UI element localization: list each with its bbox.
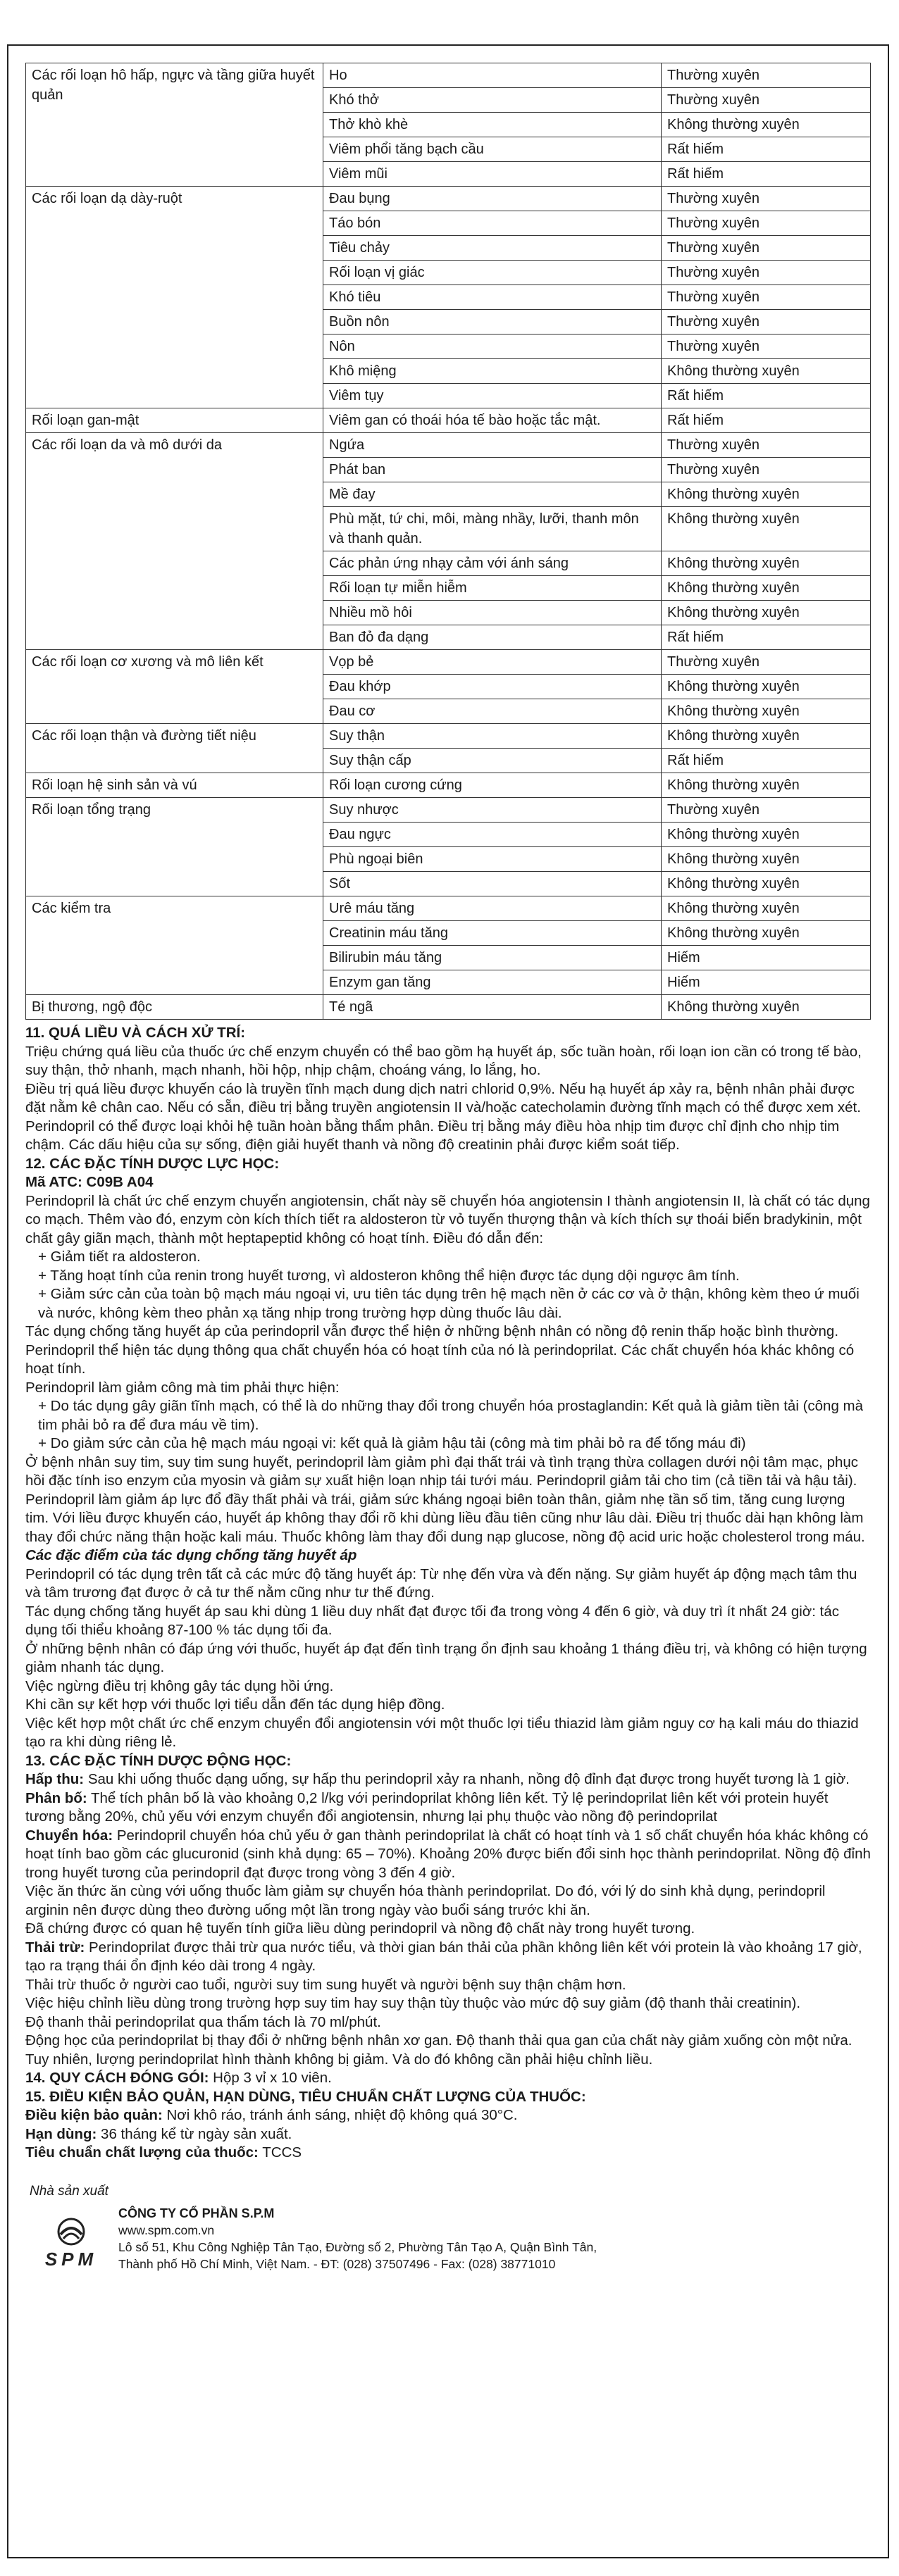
side-effect-row — [26, 798, 871, 823]
side-effect-cell: Tiêu chảy — [323, 236, 662, 261]
side-effect-cell: Phù ngoại biên — [323, 847, 662, 872]
side-effect-row — [26, 433, 871, 458]
bullet-item: + Do tác dụng gây giãn tĩnh mạch, có thể là do những thay đổi trong chuyển hóa prostaglandin: Kết quả là giảm tiền tải (công mà tim phải bỏ ra để đưa máu về tim). — [38, 1398, 864, 1433]
frequency-cell: Thường xuyên — [662, 261, 871, 285]
frequency-cell: Không thường xuyên — [662, 921, 871, 946]
organ-category-cell: Các kiểm tra — [26, 896, 323, 995]
paragraph-text: Nơi khô ráo, tránh ánh sáng, nhiệt độ không quá 30°C. — [162, 2107, 518, 2123]
side-effect-row — [26, 995, 871, 1020]
frequency-cell: Không thường xuyên — [662, 359, 871, 384]
frequency-cell: Thường xuyên — [662, 187, 871, 211]
side-effect-cell: Rối loạn vị giác — [323, 261, 662, 285]
paragraph: Thải trừ thuốc ở người cao tuổi, người suy tim sung huyết và người bệnh suy thận chậm hơn. — [25, 1976, 626, 1993]
spm-logo-text: SPM — [44, 2248, 98, 2270]
frequency-cell: Không thường xuyên — [662, 507, 871, 551]
paragraph-text: Perindopril chuyển hóa chủ yếu ở gan thành perindoprilat là chất có hoạt tính và 1 số chất chuyển hóa khác không có hoạt tính bao gồm các glucuronid (sinh khả dụng: 65 – 70%). Khoảng 20% được biến đổi sinh học thành perindoprilat. Nồng độ đỉnh trong huyết tương của perindopril đạt được trong vòng 3 đến 4 giờ. — [25, 1827, 871, 1881]
side-effect-row — [26, 724, 871, 749]
bullet-item: + Giảm tiết ra aldosteron. — [38, 1249, 201, 1265]
frequency-cell: Thường xuyên — [662, 285, 871, 310]
frequency-cell: Thường xuyên — [662, 310, 871, 334]
paragraph-label: 14. QUY CÁCH ĐÓNG GÓI: — [25, 2070, 209, 2086]
frequency-cell: Thường xuyên — [662, 236, 871, 261]
paragraph: Triệu chứng quá liều của thuốc ức chế enzym chuyển có thể bao gồm hạ huyết áp, sốc tuần hoàn, rối loạn ion cần có trong tế bào, suy thận, thở nhanh, mạch nhanh, hồi hộp, nhịp chậm, choáng váng, lo lắng, ho. — [25, 1043, 862, 1078]
side-effect-cell: Viêm gan có thoái hóa tế bào hoặc tắc mật. — [323, 408, 662, 433]
paragraph-label: Thải trừ: — [25, 1939, 85, 1956]
side-effect-row — [26, 187, 871, 211]
side-effect-cell: Buồn nôn — [323, 310, 662, 334]
side-effect-cell: Urê máu tăng — [323, 896, 662, 921]
side-effect-cell: Táo bón — [323, 211, 662, 236]
labeled-paragraph — [25, 1939, 871, 1976]
side-effect-cell: Phát ban — [323, 458, 662, 482]
side-effect-cell: Suy thận cấp — [323, 749, 662, 773]
side-effect-cell: Ho — [323, 63, 662, 88]
side-effect-cell: Khô miệng — [323, 359, 662, 384]
paragraph: Độ thanh thải perindoprilat qua thẩm tách là 70 ml/phút. — [25, 2013, 381, 2030]
paragraph-label: Chuyển hóa: — [25, 1827, 113, 1844]
side-effect-cell: Phù mặt, tứ chi, môi, màng nhầy, lưỡi, thanh môn và thanh quản. — [323, 507, 662, 551]
side-effect-cell: Viêm mũi — [323, 162, 662, 187]
side-effect-cell: Vọp bẻ — [323, 650, 662, 675]
section-heading: 15. ĐIỀU KIỆN BẢO QUẢN, HẠN DÙNG, TIÊU CHUẨN CHẤT LƯỢNG CỦA THUỐC: — [25, 2088, 586, 2105]
manufacturer-details — [118, 2205, 597, 2272]
manufacturer-address-line1: Lô số 51, Khu Công Nghiệp Tân Tạo, Đường số 2, Phường Tân Tạo A, Quận Bình Tân, — [118, 2239, 597, 2254]
frequency-cell: Không thường xuyên — [662, 551, 871, 576]
section-heading — [25, 2069, 871, 2088]
paragraph: Ở những bệnh nhân có đáp ứng với thuốc, huyết áp đạt đến tình trạng ổn định sau khoảng 1 tháng điều trị, và không có hiện tượng giảm nhanh tác dụng. — [25, 1640, 867, 1675]
side-effect-cell: Bilirubin máu tăng — [323, 946, 662, 970]
frequency-cell: Không thường xuyên — [662, 724, 871, 749]
side-effect-cell: Thở khò khè — [323, 113, 662, 137]
paragraph: Perindopril làm giảm công mà tim phải thực hiện: — [25, 1379, 340, 1396]
section-heading: Mã ATC: C09B A04 — [25, 1174, 154, 1190]
side-effect-row — [26, 408, 871, 433]
bullet-item: + Do giảm sức cản của hệ mạch máu ngoại vi: kết quả là giảm hậu tải (công mà tim phải bỏ ra để tống máu đi) — [38, 1435, 746, 1451]
side-effect-cell: Các phản ứng nhạy cảm với ánh sáng — [323, 551, 662, 576]
frequency-cell: Không thường xuyên — [662, 872, 871, 896]
frequency-cell: Thường xuyên — [662, 798, 871, 823]
paragraph: Đã chứng được có quan hệ tuyến tính giữa liều dùng perindopril và nồng độ chất này trong huyết tương. — [25, 1920, 695, 1937]
manufacturer-name: CÔNG TY CỔ PHẦN S.P.M — [118, 2206, 275, 2220]
paragraph-text: Thể tích phân bố là vào khoảng 0,2 l/kg với perindoprilat không liên kết. Tỷ lệ perindoprilat liên kết với protein huyết tương bằng 20%, chủ yếu với enzym chuyển đổi angiotensin, nhưng lại phụ thuộc vào nồng độ perindoprilat — [25, 1789, 829, 1825]
paragraph-text: 36 tháng kể từ ngày sản xuất. — [97, 2125, 292, 2142]
organ-category-cell: Rối loạn hệ sinh sản và vú — [26, 773, 323, 798]
organ-category-cell: Rối loạn gan-mật — [26, 408, 323, 433]
frequency-cell: Không thường xuyên — [662, 576, 871, 601]
paragraph-text: Perindoprilat được thải trừ qua nước tiểu, và thời gian bán thải của phần không liên kết với protein là vào khoảng 17 giờ, tạo ra trạng thái ổn định kéo dài trong 4 ngày. — [25, 1939, 862, 1974]
frequency-cell: Không thường xuyên — [662, 482, 871, 507]
paragraph-text: TCCS — [258, 2144, 302, 2161]
paragraph-label: Tiêu chuẩn chất lượng của thuốc: — [25, 2144, 259, 2161]
labeled-paragraph — [25, 2125, 871, 2144]
paragraph: Ở bệnh nhân suy tim, suy tim sung huyết, perindopril làm giảm phì đại thất trái và tình trạng thừa collagen dưới nội tâm mạc, phục hồi đặc tính iso enzym của myosin và giảm sự xuất hiện loạn nhịp tái tưới máu. Perindopril giảm tải cho tim (cả tiền tải và hậu tải). Perindopril làm giảm áp lực đổ đầy thất phải và trái, giảm sức kháng ngoại biên toàn thân, giảm nhẹ tần số tim, tăng cung lượng tim. Với liều được khuyến cáo, huyết áp không thay đổi rõ khi dùng liều đầu tiên cũng như lâu dài. Điều trị thuốc dài hạn không làm thay đổi chức năng thận hoặc kali máu. Thuốc không làm thay đổi dung nạp glucose, nồng độ acid uric hoặc cholesterol trong máu. — [25, 1453, 865, 1545]
paragraph: Việc ăn thức ăn cùng với uống thuốc làm giảm sự chuyển hóa thành perindoprilat. Do đó, với lý do sinh khả dụng, perindopril arginin nên được dùng theo đường uống một lần trong ngày vào buổi sáng trước khi ăn. — [25, 1883, 826, 1918]
paragraph: Tác dụng chống tăng huyết áp của perindopril vẫn được thể hiện ở những bệnh nhân có nồng độ renin thấp hoặc bình thường. — [25, 1323, 839, 1339]
paragraph: Perindopril là chất ức chế enzym chuyển angiotensin, chất này sẽ chuyển hóa angiotensin I thành angiotensin II, là chất có tác dụng co mạch. Thêm vào đó, enzym còn kích thích tiết ra aldosteron từ vỏ tuyến thượng thận và kích thích sự thoái biến bradykinin, một chất gây giãn mạch, thành một heptapeptid không có hoạt tính. Điều đó dẫn đến: — [25, 1192, 870, 1246]
side-effect-cell: Khó tiêu — [323, 285, 662, 310]
leaflet-body-text — [25, 1024, 871, 2163]
frequency-cell: Thường xuyên — [662, 63, 871, 88]
side-effect-cell: Viêm tụy — [323, 384, 662, 408]
manufacturer-block — [25, 2184, 871, 2282]
side-effect-cell: Mề đay — [323, 482, 662, 507]
side-effect-cell: Nôn — [323, 334, 662, 359]
side-effect-cell: Nhiều mồ hôi — [323, 601, 662, 625]
frequency-cell: Không thường xuyên — [662, 675, 871, 699]
frequency-cell: Không thường xuyên — [662, 847, 871, 872]
side-effect-cell: Đau khớp — [323, 675, 662, 699]
bullet-item: + Giảm sức cản của toàn bộ mạch máu ngoại vi, ưu tiên tác dụng trên hệ mạch nền ở các cơ và ở thận, không kèm theo ứ muối và nước, không kèm theo phản xạ tăng nhịp trong trường hợp dùng thuốc lâu dài. — [38, 1286, 860, 1321]
section-heading: 11. QUÁ LIỀU VÀ CÁCH XỬ TRÍ: — [25, 1025, 246, 1041]
paragraph: Perindopril thể hiện tác dụng thông qua chất chuyển hóa có hoạt tính của nó là perindoprilat. Các chất chuyển hóa khác không có hoạt tính. — [25, 1342, 855, 1377]
paragraph: Perindopril có tác dụng trên tất cả các mức độ tăng huyết áp: Từ nhẹ đến vừa và đến nặng. Sự giảm huyết áp động mạch tâm thu và tâm trương đạt được ở cả tư thế nằm cũng như tư thế đứng. — [25, 1565, 857, 1601]
frequency-cell: Rất hiếm — [662, 384, 871, 408]
frequency-cell: Không thường xuyên — [662, 699, 871, 724]
organ-category-cell: Các rối loạn dạ dày-ruột — [26, 187, 323, 408]
leaflet-frame — [7, 44, 889, 2558]
side-effect-cell: Viêm phổi tăng bạch cầu — [323, 137, 662, 162]
paragraph: Điều trị quá liều được khuyến cáo là truyền tĩnh mạch dung dịch natri chlorid 0,9%. Nếu hạ huyết áp xảy ra, bệnh nhân phải được đặt nằm kê chân cao. Nếu có sẵn, điều trị bằng truyền angiotensin II và/hoặc catecholamin đường tĩnh mạch có thể được xem xét. Perindopril có thể được loại khỏi hệ tuần hoàn bằng thẩm phân. Điều trị bằng máy điều hòa nhịp tim được chỉ định cho nhịp tim chậm. Các dấu hiệu của sự sống, điện giải huyết thanh và nồng độ creatinin phải được kiểm soát tiếp. — [25, 1080, 861, 1153]
side-effect-row — [26, 773, 871, 798]
side-effect-cell: Đau cơ — [323, 699, 662, 724]
labeled-paragraph — [25, 1827, 871, 1883]
frequency-cell: Không thường xuyên — [662, 773, 871, 798]
labeled-paragraph — [25, 1770, 871, 1789]
frequency-cell: Không thường xuyên — [662, 896, 871, 921]
side-effect-cell: Enzym gan tăng — [323, 970, 662, 995]
paragraph-label: Hạn dùng: — [25, 2125, 97, 2142]
labeled-paragraph — [25, 2144, 871, 2163]
frequency-cell: Rất hiếm — [662, 408, 871, 433]
frequency-cell: Thường xuyên — [662, 88, 871, 113]
labeled-paragraph — [25, 2106, 871, 2125]
leaflet-content — [25, 63, 871, 2282]
frequency-cell: Không thường xuyên — [662, 995, 871, 1020]
organ-category-cell: Bị thương, ngộ độc — [26, 995, 323, 1020]
side-effect-cell: Suy nhược — [323, 798, 662, 823]
manufacturer-label: Nhà sản xuất — [30, 2183, 108, 2199]
frequency-cell: Hiếm — [662, 946, 871, 970]
side-effect-cell: Creatinin máu tăng — [323, 921, 662, 946]
frequency-cell: Thường xuyên — [662, 650, 871, 675]
frequency-cell: Thường xuyên — [662, 458, 871, 482]
paragraph: Khi cần sự kết hợp với thuốc lợi tiểu dẫn đến tác dụng hiệp đồng. — [25, 1696, 445, 1713]
section-heading: 12. CÁC ĐẶC TÍNH DƯỢC LỰC HỌC: — [25, 1155, 280, 1172]
paragraph-label: Phân bố: — [25, 1789, 87, 1806]
side-effect-cell: Đau ngực — [323, 823, 662, 847]
organ-category-cell: Rối loạn tổng trạng — [26, 798, 323, 896]
frequency-cell: Rất hiếm — [662, 162, 871, 187]
paragraph-label: Điều kiện bảo quản: — [25, 2107, 163, 2123]
paragraph-text: Sau khi uống thuốc dạng uống, sự hấp thu perindopril xảy ra nhanh, nồng độ đỉnh đạt được trong huyết tương là 1 giờ. — [84, 1771, 850, 1787]
bullet-item: + Tăng hoạt tính của renin trong huyết tương, vì aldosteron không thể hiện được tác dụng dội ngược âm tính. — [38, 1267, 740, 1284]
paragraph: Việc hiệu chỉnh liều dùng trong trường hợp suy tim hay suy thận tùy thuộc vào mức độ suy giảm (độ thanh thải creatinin). — [25, 1995, 801, 2011]
frequency-cell: Không thường xuyên — [662, 113, 871, 137]
frequency-cell: Thường xuyên — [662, 211, 871, 236]
frequency-cell: Rất hiếm — [662, 137, 871, 162]
paragraph: Việc ngừng điều trị không gây tác dụng hồi ứng. — [25, 1677, 334, 1694]
side-effect-row — [26, 896, 871, 921]
organ-category-cell: Các rối loạn hô hấp, ngực và tầng giữa huyết quản — [26, 63, 323, 187]
frequency-cell: Thường xuyên — [662, 334, 871, 359]
organ-category-cell: Các rối loạn da và mô dưới da — [26, 433, 323, 650]
organ-category-cell: Các rối loạn thận và đường tiết niệu — [26, 724, 323, 773]
frequency-cell: Thường xuyên — [662, 433, 871, 458]
paragraph-text: Hộp 3 vỉ x 10 viên. — [209, 2070, 332, 2086]
frequency-cell: Không thường xuyên — [662, 823, 871, 847]
subsection-heading: Các đặc điểm của tác dụng chống tăng huyết áp — [25, 1547, 357, 1563]
frequency-cell: Rất hiếm — [662, 625, 871, 650]
paragraph: Động học của perindoprilat bị thay đổi ở những bệnh nhân xơ gan. Độ thanh thải qua gan của chất này giảm xuống còn một nửa. Tuy nhiên, lượng perindoprilat hình thành không bị giảm. Và do đó không cần phải hiệu chỉnh liều. — [25, 2032, 852, 2068]
side-effect-cell: Rối loạn cương cứng — [323, 773, 662, 798]
section-heading: 13. CÁC ĐẶC TÍNH DƯỢC ĐỘNG HỌC: — [25, 1752, 292, 1769]
paragraph: Việc kết hợp một chất ức chế enzym chuyển đổi angiotensin với một thuốc lợi tiểu thiazid làm giảm nguy cơ hạ kali máu do thiazid tạo ra khi dùng riêng lẻ. — [25, 1715, 859, 1750]
side-effect-row — [26, 63, 871, 88]
manufacturer-address-line2: Thành phố Hồ Chí Minh, Việt Nam. - ĐT: (028) 37507496 - Fax: (028) 38771010 — [118, 2256, 556, 2271]
frequency-cell: Không thường xuyên — [662, 601, 871, 625]
paragraph: Tác dụng chống tăng huyết áp sau khi dùng 1 liều duy nhất đạt được tối đa trong vòng 4 đến 6 giờ, và duy trì ít nhất 24 giờ: tác dụng tối thiểu khoảng 87-100 % tác dụng tối đa. — [25, 1603, 839, 1638]
side-effect-row — [26, 650, 871, 675]
frequency-cell: Rất hiếm — [662, 749, 871, 773]
spm-logo — [30, 2216, 113, 2272]
side-effect-cell: Khó thở — [323, 88, 662, 113]
side-effect-cell: Rối loạn tự miễn hiễm — [323, 576, 662, 601]
side-effect-cell: Ban đỏ đa dạng — [323, 625, 662, 650]
manufacturer-website[interactable]: www.spm.com.vn — [118, 2222, 215, 2237]
organ-category-cell: Các rối loạn cơ xương và mô liên kết — [26, 650, 323, 724]
side-effect-cell: Đau bụng — [323, 187, 662, 211]
side-effect-cell: Ngứa — [323, 433, 662, 458]
side-effect-cell: Sốt — [323, 872, 662, 896]
paragraph-label: Hấp thu: — [25, 1771, 85, 1787]
frequency-cell: Hiếm — [662, 970, 871, 995]
side-effects-table — [25, 63, 871, 1020]
side-effect-cell: Suy thận — [323, 724, 662, 749]
side-effect-cell: Té ngã — [323, 995, 662, 1020]
labeled-paragraph — [25, 1789, 871, 1827]
